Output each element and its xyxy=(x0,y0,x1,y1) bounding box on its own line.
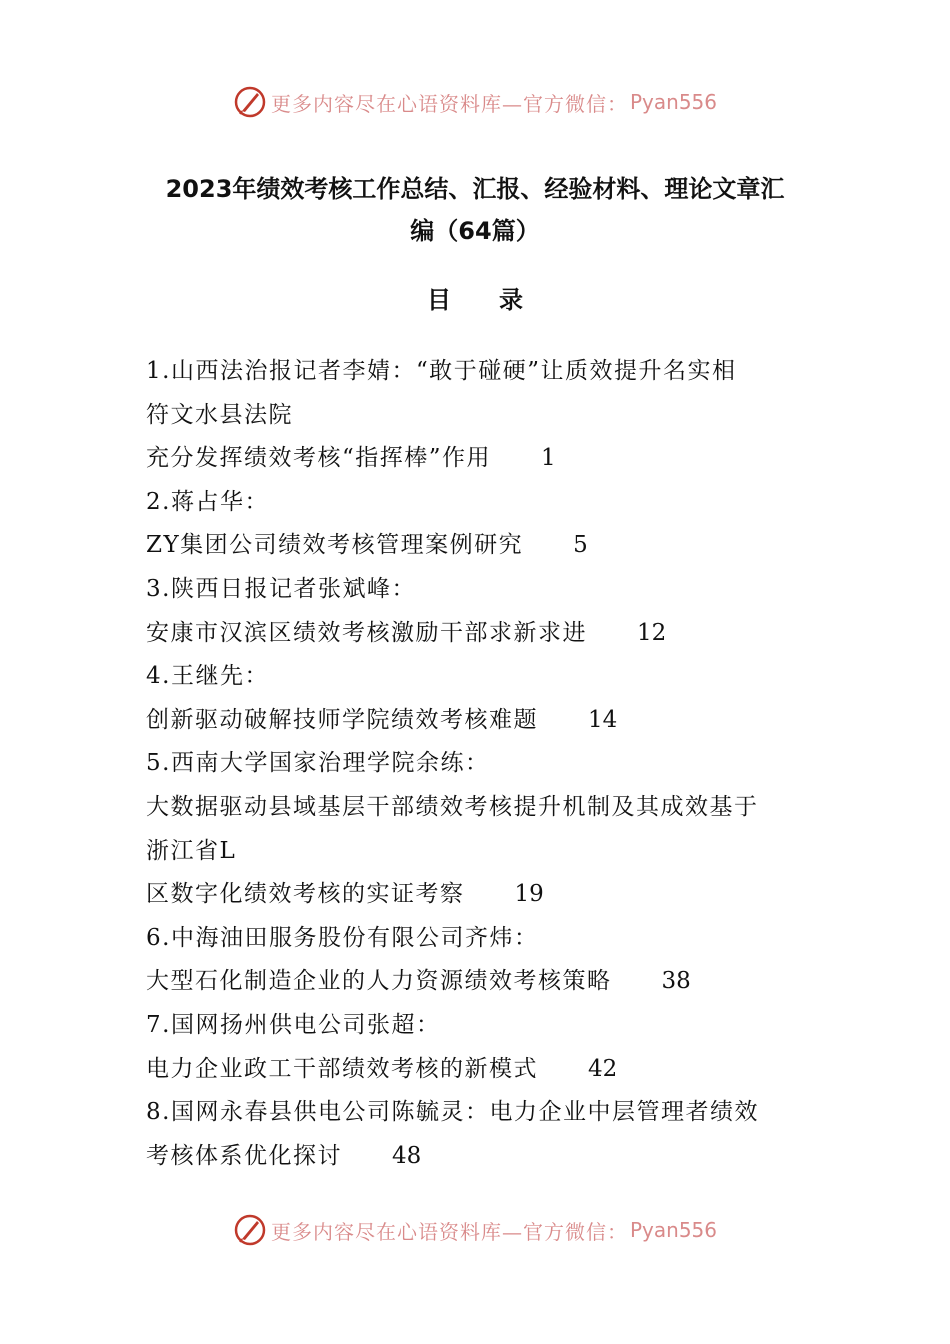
toc-entry-text: 6.中海油田服务股份有限公司齐炜： xyxy=(146,924,539,951)
quill-logo-icon xyxy=(233,85,267,119)
toc-entry-line xyxy=(146,917,816,961)
title-line-2: 编（64篇） xyxy=(410,217,540,245)
toc-entry-line xyxy=(146,655,816,699)
toc-entry-line xyxy=(146,350,816,394)
toc-entry-line xyxy=(146,612,816,656)
toc-entry-text: 2.蒋占华： xyxy=(146,488,269,515)
toc-entry-text: 大型石化制造企业的人力资源绩效考核策略 xyxy=(146,968,612,995)
toc-entry-text: 1.山西法治报记者李婧：“敢于碰硬”让质效提升名实相 xyxy=(146,358,737,384)
toc-entry-line xyxy=(146,1091,816,1135)
toc-entry-text: 5.西南大学国家治理学院余练： xyxy=(146,750,490,777)
toc-page-number: 12 xyxy=(637,619,667,646)
toc-entry-text: 4.王继先： xyxy=(146,663,269,690)
watermark-text: 更多内容尽在心语资料库—官方微信： xyxy=(270,1219,628,1244)
toc-entry-text: 考核体系优化探讨 xyxy=(146,1142,342,1169)
toc-entry-text: ZY集团公司绩效考核管理案例研究 xyxy=(146,532,524,559)
toc-entry-text: 电力企业政工干部绩效考核的新模式 xyxy=(146,1055,538,1082)
toc-entry-line xyxy=(146,1135,816,1179)
toc-heading: 目 录 xyxy=(427,286,523,314)
toc-entry-line xyxy=(146,394,816,438)
toc-page-number: 14 xyxy=(588,706,618,733)
toc-entry-line xyxy=(146,524,816,568)
toc-entry-line xyxy=(146,786,816,830)
toc-entry-text: 安康市汉滨区绩效考核激励干部求新求进 xyxy=(146,619,587,646)
toc-entry-text: 8.国网永春县供电公司陈毓灵：电力企业中层管理者绩效 xyxy=(146,1099,759,1126)
toc-entry-text: 浙江省L xyxy=(146,837,237,864)
toc-entry-text: 7.国网扬州供电公司张超： xyxy=(146,1011,441,1038)
toc-entry-text: 大数据驱动县域基层干部绩效考核提升机制及其成效基于 xyxy=(146,793,759,820)
toc-entry-line xyxy=(146,960,816,1004)
toc-entry-text: 创新驱动破解技师学院绩效考核难题 xyxy=(146,706,538,733)
toc-entry-line xyxy=(146,568,816,612)
toc-entry-line xyxy=(146,437,816,481)
toc-entry-line xyxy=(146,873,816,917)
table-of-contents xyxy=(146,350,816,1178)
toc-page-number: 42 xyxy=(588,1055,618,1082)
document-title xyxy=(140,168,810,252)
toc-entry-text: 符文水县法院 xyxy=(146,401,293,428)
toc-entry-line xyxy=(146,1048,816,1092)
toc-entry-line xyxy=(146,742,816,786)
toc-entry-line xyxy=(146,830,816,874)
watermark-wechat-id: Pyan556 xyxy=(629,1218,717,1242)
toc-page-number: 48 xyxy=(392,1142,422,1169)
toc-entry-text: 区数字化绩效考核的实证考察 xyxy=(146,881,465,908)
title-line-1: 2023年绩效考核工作总结、汇报、经验材料、理论文章汇 xyxy=(165,175,785,203)
toc-page-number: 1 xyxy=(541,445,556,472)
toc-page-number: 38 xyxy=(661,968,691,995)
toc-entry-line xyxy=(146,1004,816,1048)
toc-entry-text: 充分发挥绩效考核“指挥棒”作用 xyxy=(146,445,492,472)
toc-entry-line xyxy=(146,481,816,525)
toc-page-number: 5 xyxy=(573,532,588,559)
watermark-wechat-id: Pyan556 xyxy=(629,90,717,114)
toc-entry-text: 3.陕西日报记者张斌峰： xyxy=(146,575,416,602)
watermark-header xyxy=(0,82,950,122)
quill-logo-icon xyxy=(233,1213,267,1247)
toc-page-number: 19 xyxy=(514,881,544,908)
toc-entry-line xyxy=(146,699,816,743)
watermark-text: 更多内容尽在心语资料库—官方微信： xyxy=(270,91,628,116)
watermark-footer xyxy=(0,1210,950,1250)
